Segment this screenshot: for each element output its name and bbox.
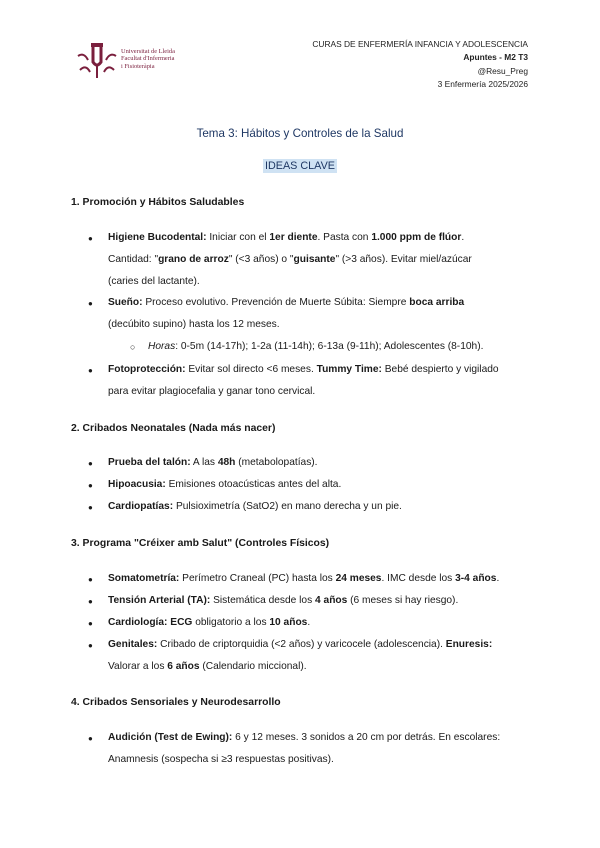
item-text: Perímetro Craneal (PC) hasta los: [179, 573, 336, 584]
item-text: .: [461, 232, 465, 243]
item-text: para evitar plagiocefalia y ganar tono cervical.: [108, 386, 316, 397]
item-text: (6 meses si hay riesgo).: [347, 595, 459, 606]
item-bold: 1.000 ppm de flúor: [371, 232, 462, 243]
author-handle: @Resu_Preg: [477, 65, 528, 76]
item-label: Genitales:: [108, 639, 158, 650]
bullet-icon: ●: [88, 503, 93, 512]
notes-label: Apuntes - M2 T3: [463, 52, 528, 63]
item-text: .: [307, 617, 311, 628]
item-text: Evitar sol directo <6 meses.: [185, 364, 317, 375]
item-text: . Pasta con: [317, 232, 372, 243]
list-item-cardiologia: [108, 612, 528, 634]
item-bold: 1er diente: [269, 232, 318, 243]
list-item-somatometria: [108, 568, 528, 590]
item-bold: 6 años: [167, 661, 200, 672]
item-text: Anamnesis (sospecha si ≥3 respuestas positivas).: [108, 754, 334, 765]
item-label: Horas: [148, 341, 176, 352]
university-crest-icon: [76, 42, 118, 80]
document-header: [312, 38, 528, 92]
item-bold: 4 años: [315, 595, 348, 606]
item-label: Tensión Arterial (TA):: [108, 595, 211, 606]
list-item-audicion: [108, 727, 528, 771]
bullet-icon: ●: [88, 619, 93, 628]
list-item-talon: [108, 452, 528, 474]
logo-line-2: Facultat d'Infermeria: [121, 55, 175, 63]
section-3-heading: 3. Programa "Créixer amb Salut" (Controles Físicos): [71, 538, 330, 549]
section-2-heading: 2. Cribados Neonatales (Nada más nacer): [71, 423, 276, 434]
item-bold: Tummy Time:: [316, 364, 382, 375]
section-1-heading: 1. Promoción y Hábitos Saludables: [71, 197, 245, 208]
list-item-tension-arterial: [108, 590, 528, 612]
bullet-icon: ●: [88, 734, 93, 743]
university-logo-text: [121, 48, 175, 70]
item-bold: Enuresis:: [445, 639, 493, 650]
bullet-icon: ●: [88, 299, 93, 308]
item-bold: grano de arroz: [158, 254, 229, 265]
item-text: obligatorio a los: [192, 617, 270, 628]
section-4-heading: 4. Cribados Sensoriales y Neurodesarrollo: [71, 697, 281, 708]
list-item-higiene: [108, 227, 528, 293]
item-text: Emisiones otoacústicas antes del alta.: [165, 479, 342, 490]
list-subitem-horas: [148, 336, 483, 358]
list-item-hipoacusia: [108, 474, 528, 496]
item-bold: guisante: [293, 254, 336, 265]
bullet-icon: ●: [88, 597, 93, 606]
list-item-genitales: [108, 634, 528, 678]
ideas-clave-heading: [0, 160, 600, 172]
item-text: (Calendario miccional).: [199, 661, 307, 672]
course-year: 3 Enfermería 2025/2026: [437, 79, 528, 90]
item-bold: 3-4 años: [455, 573, 497, 584]
list-item-cardiopatias: [108, 496, 528, 518]
item-text: Sistemática desde los: [210, 595, 316, 606]
bullet-icon: ●: [88, 481, 93, 490]
item-text: Cantidad: ": [108, 254, 159, 265]
item-text: Iniciar con el: [206, 232, 270, 243]
item-text: (decúbito supino) hasta los 12 meses.: [108, 319, 280, 330]
bullet-icon: ●: [88, 366, 93, 375]
item-text: Bebé despierto y vigilado: [381, 364, 499, 375]
list-item-fotoproteccion: [108, 359, 528, 403]
item-text: 6 y 12 meses. 3 sonidos a 20 cm por detrás. En escolares:: [232, 732, 501, 743]
item-label: Audición (Test de Ewing):: [108, 732, 233, 743]
item-text: (caries del lactante).: [108, 276, 200, 287]
ideas-clave-label: IDEAS CLAVE: [264, 160, 335, 172]
course-title: CURAS DE ENFERMERÍA INFANCIA Y ADOLESCENCIA: [312, 39, 528, 49]
item-text: A las: [190, 457, 218, 468]
university-logo: [76, 42, 206, 82]
item-text: Valorar a los: [108, 661, 168, 672]
item-label: Cardiopatías:: [108, 501, 174, 512]
item-label: Sueño:: [108, 297, 143, 308]
bullet-icon: ●: [88, 234, 93, 243]
page-title: Tema 3: Hábitos y Controles de la Salud: [196, 127, 404, 140]
item-text: " (<3 años) o ": [228, 254, 294, 265]
item-text: .: [496, 573, 500, 584]
bullet-icon: ●: [88, 575, 93, 584]
item-label: Fotoprotección:: [108, 364, 186, 375]
list-item-sueno: [108, 292, 528, 336]
item-bold: boca arriba: [409, 297, 465, 308]
item-label: Prueba del talón:: [108, 457, 191, 468]
bullet-icon: ●: [88, 641, 93, 650]
item-text: Proceso evolutivo. Prevención de Muerte Súbita: Siempre: [142, 297, 410, 308]
sub-bullet-icon: ○: [130, 342, 136, 352]
item-text: : 0-5m (14-17h); 1-2a (11-14h); 6-13a (9-11h); Adolescentes (8-10h).: [175, 341, 484, 352]
item-bold: ECG: [170, 617, 193, 628]
bullet-icon: ●: [88, 459, 93, 468]
item-text: " (>3 años). Evitar miel/azúcar: [335, 254, 472, 265]
item-label: Hipoacusia:: [108, 479, 166, 490]
logo-line-1: Universitat de Lleida: [121, 48, 175, 55]
item-label: Somatometría:: [108, 573, 180, 584]
item-text: Cribado de criptorquidia (<2 años) y varicocele (adolescencia).: [157, 639, 446, 650]
item-text: Pulsioximetría (SatO2) en mano derecha y un pie.: [173, 501, 402, 512]
item-label: Higiene Bucodental:: [108, 232, 207, 243]
logo-line-3: i Fisioteràpia: [121, 62, 155, 70]
item-label: Cardiología:: [108, 617, 168, 628]
item-bold: 24 meses: [335, 573, 382, 584]
item-bold: 10 años: [269, 617, 308, 628]
item-text: (metabolopatías).: [235, 457, 318, 468]
item-bold: 48h: [217, 457, 236, 468]
item-text: . IMC desde los: [381, 573, 456, 584]
